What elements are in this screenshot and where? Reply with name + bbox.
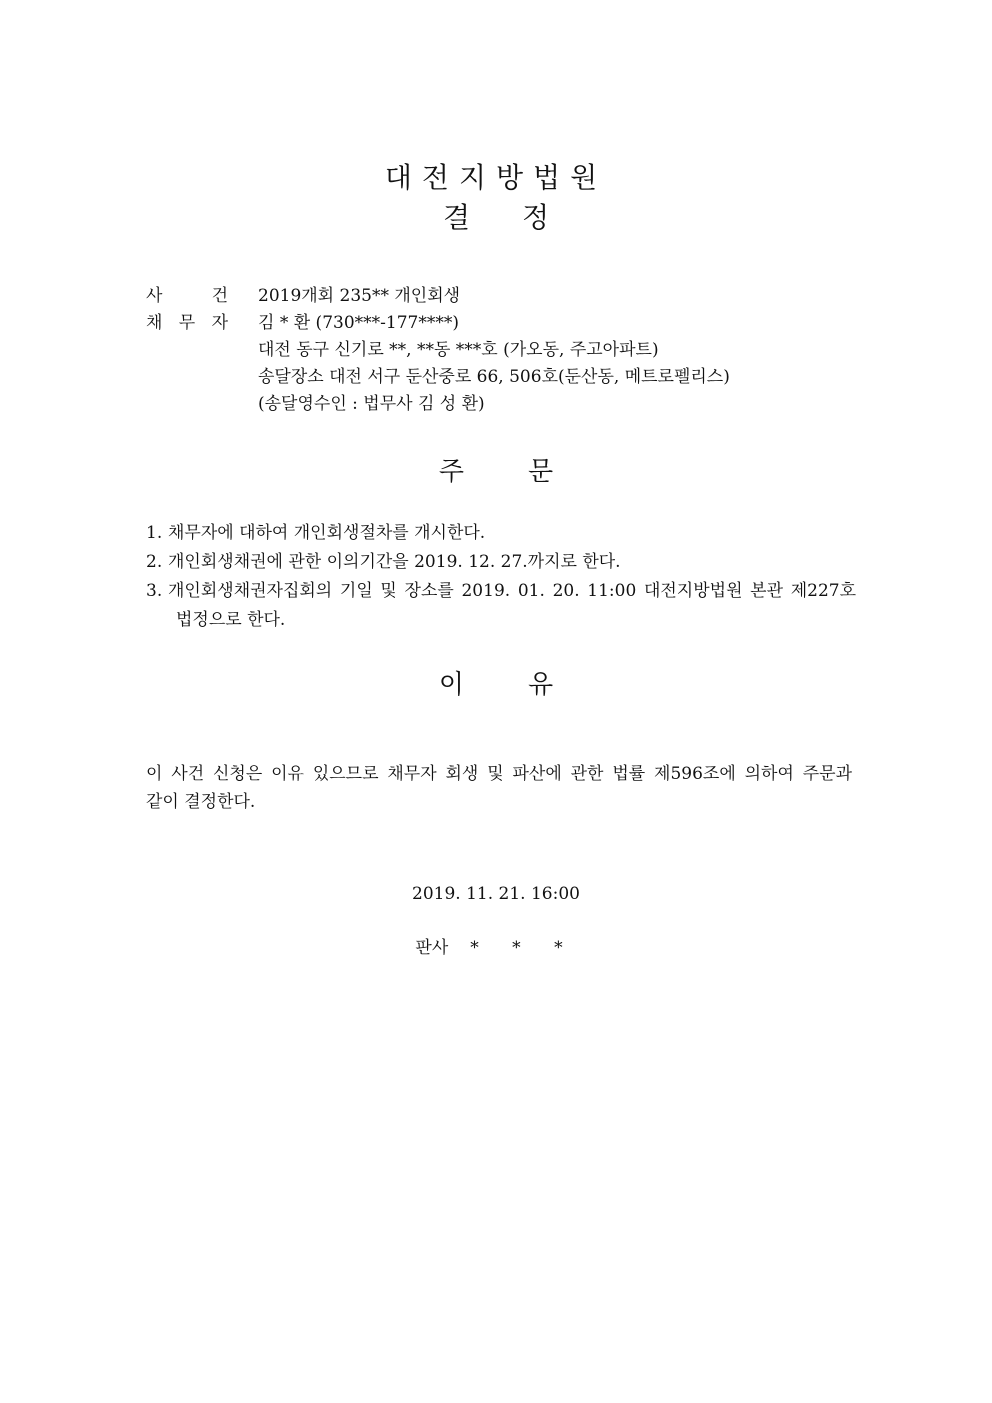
case-label: [146, 283, 258, 310]
case-label-char-1: 사: [146, 286, 163, 306]
debtor-label-char-2: 무: [178, 313, 196, 333]
debtor-address: 대전 동구 신기로 **, **동 ***호 (가오동, 주고아파트): [258, 340, 659, 360]
debtor-label-char-1: 채: [146, 313, 163, 333]
reason-line-2: 같이 결정한다.: [146, 792, 256, 812]
reason-title-char-2: 유: [528, 670, 554, 700]
reason-line-1: 이 사건 신청은 이유 있으므로 채무자 회생 및 파산에 관한 법률 제596조에 의하여 주문과: [146, 764, 852, 784]
order-item-text: 채무자에 대하여 개인회생절차를 개시한다.: [168, 523, 486, 543]
order-item-number: 1.: [146, 523, 163, 543]
judge-label: 판사: [415, 938, 449, 958]
case-number: 2019개회 235** 개인회생: [258, 286, 461, 306]
order-section-title: [0, 455, 992, 489]
order-item-continuation: 법정으로 한다.: [176, 610, 286, 630]
address-row: [146, 337, 730, 364]
decision-date: 2019. 11. 21. 16:00: [412, 884, 580, 904]
debtor-label-char-3: 자: [211, 313, 228, 333]
order-item-number: 3.: [146, 581, 163, 601]
delivery-recipient: (송달영수인 : 법무사 김 성 환): [258, 394, 485, 414]
judge-name: * * *: [470, 938, 577, 958]
order-item-text: 개인회생채권자집회의 기일 및 장소를 2019. 01. 20. 11:00 대전지방법원 본관 제227호: [168, 581, 856, 601]
delivery-place: 송달장소 대전 서구 둔산중로 66, 506호(둔산동, 메트로펠리스): [258, 367, 730, 387]
delivery-place-row: [146, 364, 730, 391]
order-item: [146, 548, 856, 577]
document-type-title: 결정: [442, 201, 602, 234]
court-name: 대전지방법원: [384, 161, 608, 194]
debtor-label: [146, 310, 258, 337]
debtor-row: [146, 310, 730, 337]
case-info-block: [146, 283, 730, 418]
order-item-number: 2.: [146, 552, 163, 572]
order-item: [146, 577, 856, 606]
order-item: [146, 519, 856, 548]
judge-signature: [0, 934, 992, 962]
case-label-char-2: 건: [211, 286, 228, 306]
reason-title-char-1: 이: [438, 670, 464, 700]
debtor-name: 김 * 환 (730***-177****): [258, 313, 459, 333]
delivery-recipient-row: [146, 391, 730, 418]
order-title-char-1: 주: [438, 457, 464, 487]
reason-body: [146, 760, 852, 816]
order-item-text: 개인회생채권에 관한 이의기간을 2019. 12. 27.까지로 한다.: [168, 552, 621, 572]
case-row: [146, 283, 730, 310]
order-list: [146, 519, 856, 635]
order-title-char-2: 문: [528, 457, 554, 487]
reason-section-title: [0, 668, 992, 702]
